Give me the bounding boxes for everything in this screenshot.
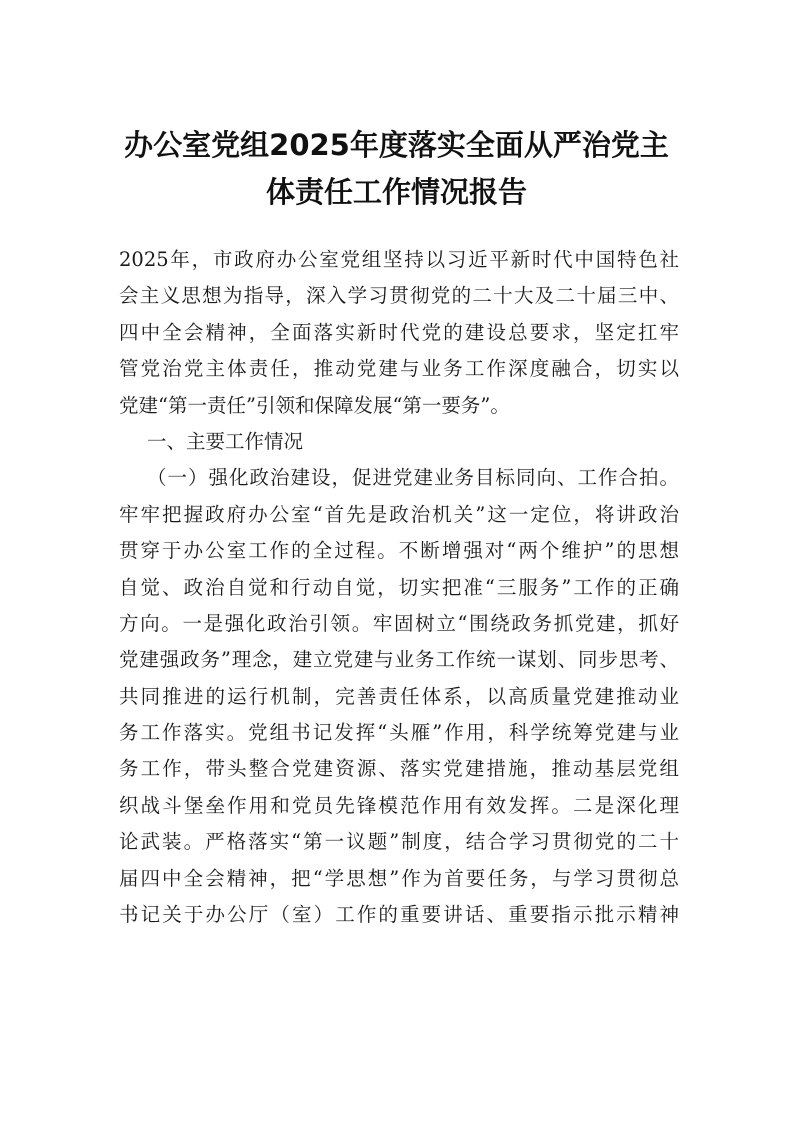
body-line: 2025年，市政府办公室党组坚持以习近平新时代中国特色社 <box>119 248 679 271</box>
document-body <box>119 242 679 933</box>
body-line: 书记关于办公厅（室）工作的重要讲话、重要指示批示精神 <box>119 903 679 927</box>
document-title-line-2: 体责任工作情况报告 <box>265 175 527 209</box>
body-line: 共同推进的运行机制，完善责任体系，以高质量党建推动业 <box>119 684 679 708</box>
body-line: 四中全会精神，全面落实新时代党的建设总要求，坚定扛牢 <box>119 320 679 344</box>
body-line: 党建强政务”理念，建立党建与业务工作统一谋划、同步思考、 <box>119 648 679 672</box>
body-line: 牢牢把握政府办公室“首先是政治机关”这一定位，将讲政治 <box>119 502 679 526</box>
body-line: 织战斗堡垒作用和党员先锋模范作用有效发挥。二是深化理 <box>119 793 679 817</box>
body-line: 管党治党主体责任，推动党建与业务工作深度融合，切实以 <box>119 357 679 381</box>
body-line: 自觉、政治自觉和行动自觉，切实把准“三服务”工作的正确 <box>119 575 679 599</box>
body-line: 贯穿于办公室工作的全过程。不断增强对“两个维护”的思想 <box>119 539 679 563</box>
subsection-heading: （一）强化政治建设，促进党建业务目标同向、工作合拍。 <box>147 466 679 490</box>
body-line: 务工作落实。党组书记发挥“头雁”作用，科学统筹党建与业 <box>119 721 679 745</box>
body-line: 方向。一是强化政治引领。牢固树立“围绕政务抓党建，抓好 <box>119 611 679 635</box>
body-line: 论武装。严格落实“第一议题”制度，结合学习贯彻党的二十 <box>119 830 679 854</box>
body-line: 党建“第一责任”引领和保障发展“第一要务”。 <box>119 393 510 417</box>
body-line: 会主义思想为指导，深入学习贯彻党的二十大及二十届三中、 <box>119 284 679 308</box>
document-title-line-1: 办公室党组2025年度落实全面从严治党主 <box>124 128 669 162</box>
body-line: 务工作，带头整合党建资源、落实党建措施，推动基层党组 <box>119 757 679 781</box>
section-heading: 一、主要工作情况 <box>147 429 304 453</box>
body-line: 届四中全会精神，把“学思想”作为首要任务，与学习贯彻总 <box>119 866 679 890</box>
